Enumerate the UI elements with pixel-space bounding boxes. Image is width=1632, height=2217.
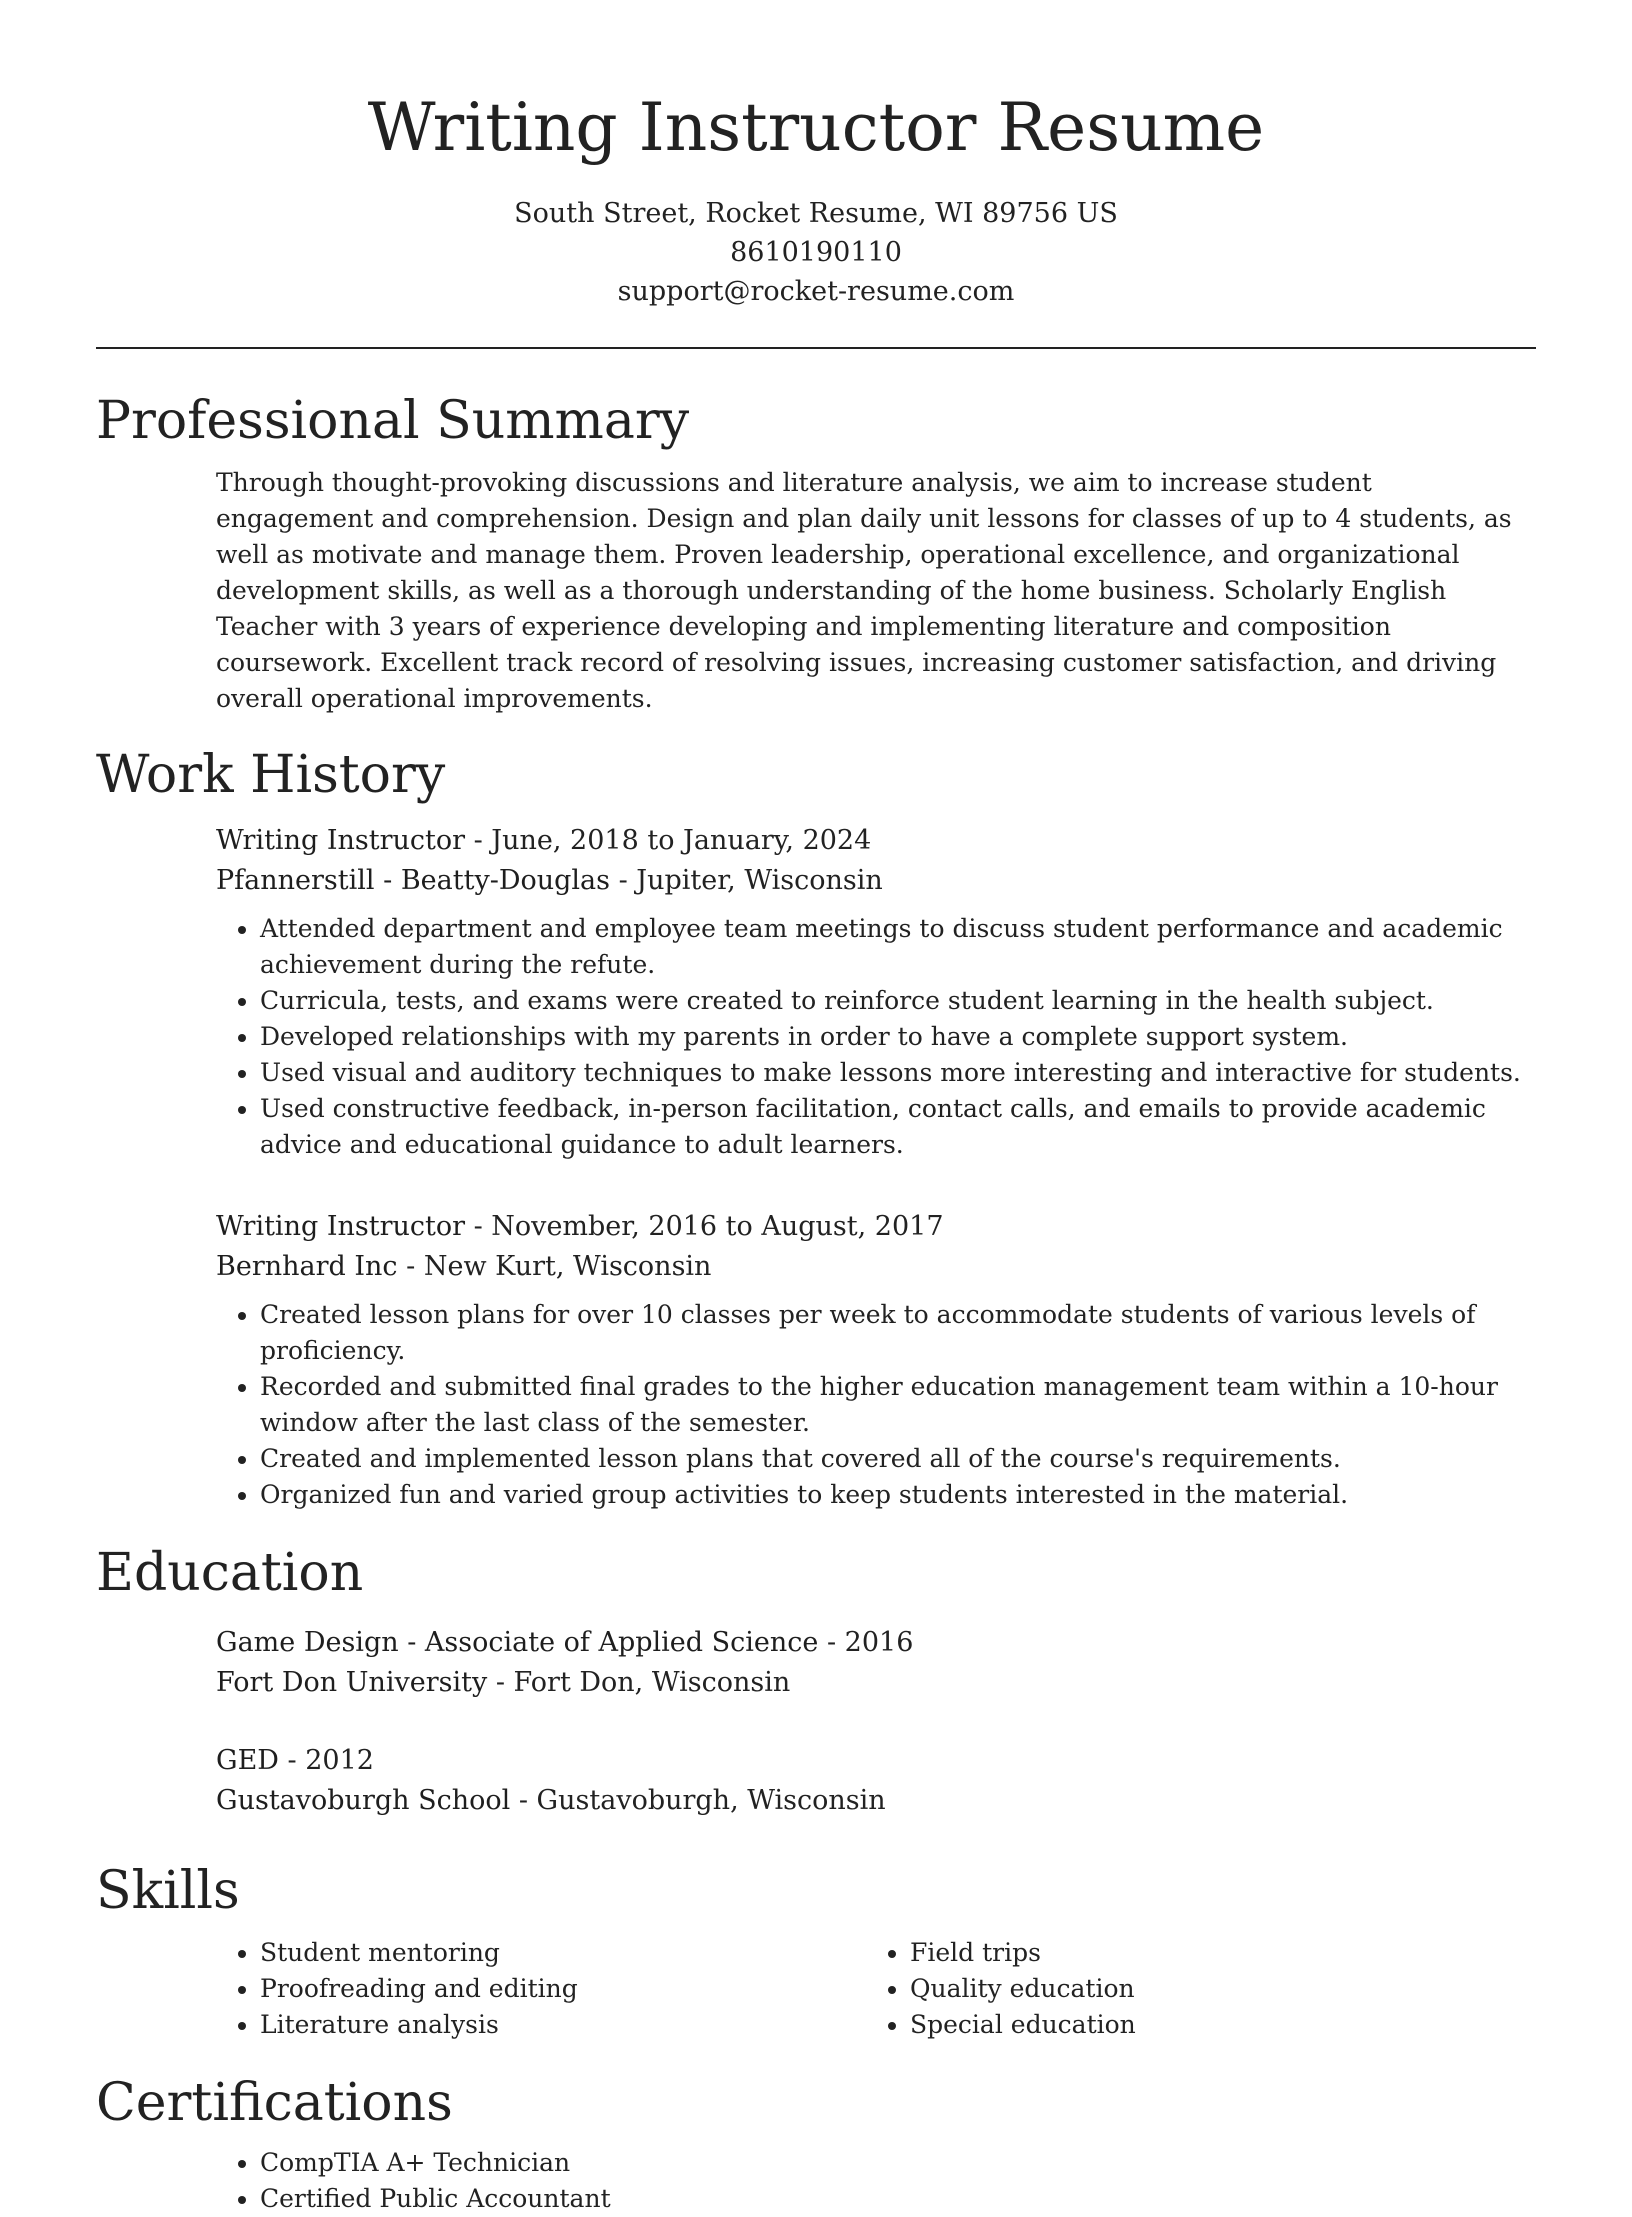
contact-address: South Street, Rocket Resume, WI 89756 US xyxy=(514,198,1118,229)
list-item: • Recorded and submitted final grades to the higher education management team within a 10-hour window after the last class of the semester. xyxy=(260,1369,1536,1441)
section-certifications xyxy=(96,2071,1536,2217)
job-location: - New Kurt, Wisconsin xyxy=(397,1251,712,1282)
job-entry xyxy=(216,1207,1536,1513)
education-entry xyxy=(216,1623,1536,1703)
section-professional-summary xyxy=(96,389,1536,717)
education-school-line xyxy=(216,1781,1536,1821)
job-company-line xyxy=(216,861,1536,901)
education-year: - 2012 xyxy=(278,1745,374,1776)
job-title-line xyxy=(216,821,1536,861)
education-location: - Gustavoburgh, Wisconsin xyxy=(510,1785,886,1816)
list-item: • Student mentoring xyxy=(260,1935,866,1971)
job-entry xyxy=(216,821,1536,1163)
job-bullets xyxy=(216,911,1536,1163)
job-dates: - June, 2018 to January, 2024 xyxy=(465,825,872,856)
section-heading: Professional Summary xyxy=(96,391,690,451)
education-degree-line xyxy=(216,1741,1536,1781)
list-item: • Quality education xyxy=(910,1971,1516,2007)
education-year: - 2016 xyxy=(818,1627,914,1658)
list-item: • Field trips xyxy=(910,1935,1516,1971)
section-heading: Certifications xyxy=(96,2073,453,2133)
resume-header xyxy=(96,0,1536,311)
education-school: Fort Don University xyxy=(216,1667,488,1698)
skills-list xyxy=(866,1935,1516,2043)
list-item: • Special education xyxy=(910,2007,1516,2043)
section-heading: Education xyxy=(96,1543,364,1603)
summary-text: Through thought-provoking discussions and literature analysis, we aim to increase student engagement and comprehension. Design and plan daily unit lessons for classes of up to 4 students, as well as motivate and manage them. Proven leadership, operational excellence, and organizational development skills, as well as a thorough understanding of the home business. Scholarly English Teacher with 3 years of experience developing and implementing literature and composition coursework. Excellent track record of resolving issues, increasing customer satisfaction, and driving overall operational improvements. xyxy=(216,468,1512,713)
list-item: • Certified Public Accountant xyxy=(260,2181,1536,2217)
education-location: - Fort Don, Wisconsin xyxy=(487,1667,791,1698)
certifications-list xyxy=(216,2145,1536,2217)
skills-column-left xyxy=(216,1935,866,2043)
job-company: Bernhard Inc xyxy=(216,1251,398,1282)
list-item: • Created lesson plans for over 10 classes per week to accommodate students of various levels of proficiency. xyxy=(260,1297,1536,1369)
skills-column-right xyxy=(866,1935,1516,2043)
education-degree: GED xyxy=(216,1745,279,1776)
list-item: • Used visual and auditory techniques to make lessons more interesting and interactive for students. xyxy=(260,1055,1536,1091)
list-item: • Developed relationships with my parents in order to have a complete support system. xyxy=(260,1019,1536,1055)
list-item: • Proofreading and editing xyxy=(260,1971,866,2007)
education-degree-line xyxy=(216,1623,1536,1663)
skills-list xyxy=(216,1935,866,2043)
list-item: • Created and implemented lesson plans that covered all of the course's requirements. xyxy=(260,1441,1536,1477)
contact-phone: 8610190110 xyxy=(730,237,902,268)
job-company: Pfannerstill - Beatty-Douglas xyxy=(216,865,610,896)
skills-grid xyxy=(216,1935,1536,2043)
job-title: Writing Instructor xyxy=(216,825,466,856)
job-company-line xyxy=(216,1247,1536,1287)
education-school: Gustavoburgh School xyxy=(216,1785,511,1816)
list-item: • Literature analysis xyxy=(260,2007,866,2043)
education-school-line xyxy=(216,1663,1536,1703)
section-work-history xyxy=(96,743,1536,1513)
header-divider xyxy=(96,347,1536,349)
resume-title: Writing Instructor Resume xyxy=(367,89,1265,166)
list-item: • Used constructive feedback, in-person facilitation, contact calls, and emails to provide academic advice and educational guidance to adult learners. xyxy=(260,1091,1536,1163)
list-item: • CompTIA A+ Technician xyxy=(260,2145,1536,2181)
job-location: - Jupiter, Wisconsin xyxy=(609,865,883,896)
education-degree: Game Design - Associate of Applied Science xyxy=(216,1627,819,1658)
list-item: • Organized fun and varied group activities to keep students interested in the material. xyxy=(260,1477,1536,1513)
contact-email: support@rocket-resume.com xyxy=(617,276,1015,307)
section-education xyxy=(96,1541,1536,1821)
section-heading: Skills xyxy=(96,1861,240,1921)
section-skills xyxy=(96,1859,1536,2043)
job-dates: - November, 2016 to August, 2017 xyxy=(465,1211,944,1242)
section-heading: Work History xyxy=(96,745,446,805)
list-item: • Curricula, tests, and exams were created to reinforce student learning in the health subject. xyxy=(260,983,1536,1019)
job-bullets xyxy=(216,1297,1536,1513)
job-title: Writing Instructor xyxy=(216,1211,466,1242)
list-item: • Attended department and employee team meetings to discuss student performance and academic achievement during the refute. xyxy=(260,911,1536,983)
education-entry xyxy=(216,1741,1536,1821)
job-title-line xyxy=(216,1207,1536,1247)
